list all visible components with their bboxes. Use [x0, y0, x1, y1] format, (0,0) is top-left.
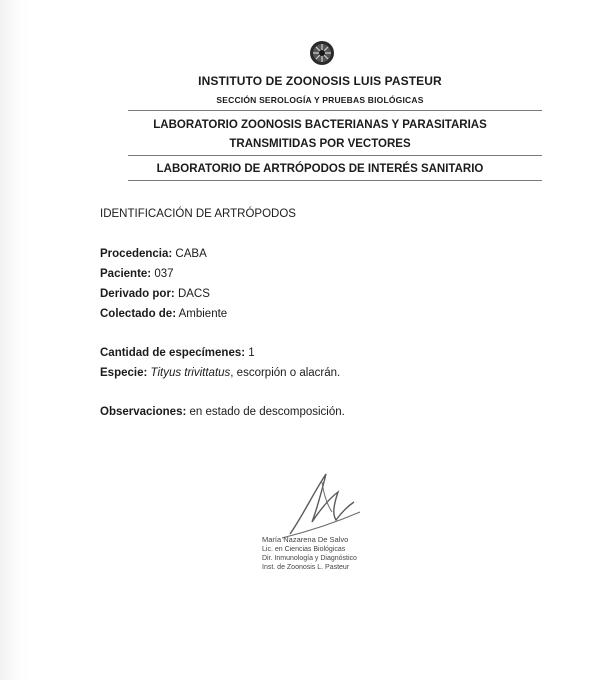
signer-title: Lic. en Ciencias Biológicas: [262, 546, 346, 553]
field-value: 1: [245, 347, 255, 359]
field-label: Derivado por:: [100, 288, 175, 300]
field-label: Cantidad de especímenes:: [100, 347, 246, 359]
field-paciente: [100, 268, 174, 280]
field-value: , escorpión o alacrán.: [230, 367, 341, 379]
field-value: CABA: [172, 248, 207, 260]
signer-name: María Nazarena De Salvo: [262, 535, 349, 544]
lab-name-line1: LABORATORIO ZOONOSIS BACTERIANAS Y PARASITARIAS: [153, 119, 487, 131]
field-derivado: [100, 288, 210, 300]
institute-name: INSTITUTO DE ZOONOSIS LUIS PASTEUR: [198, 74, 442, 88]
field-procedencia: [100, 248, 207, 260]
field-label: Procedencia:: [100, 248, 173, 260]
header-divider: [128, 155, 542, 156]
field-observaciones: [100, 406, 345, 418]
field-cantidad: [100, 347, 255, 359]
signer-institution: Inst. de Zoonosis L. Pasteur: [262, 564, 350, 571]
handwritten-signature: [262, 462, 382, 542]
field-label: Colectado de:: [100, 308, 177, 320]
lab-name: [100, 116, 540, 154]
field-label: Especie:: [100, 367, 148, 379]
field-value: 037: [151, 268, 174, 280]
institute-logo-icon: [309, 40, 335, 66]
section-name: SECCIÓN SEROLOGÍA Y PRUEBAS BIOLÓGICAS: [216, 95, 424, 105]
field-label: Paciente:: [100, 268, 152, 280]
field-value: DACS: [174, 288, 210, 300]
signer-department: Dir. Inmunología y Diagnóstico: [262, 555, 357, 562]
species-name: Tityus trivittatus: [150, 367, 231, 379]
document-title: IDENTIFICACIÓN DE ARTRÓPODOS: [100, 208, 296, 220]
field-value: Ambiente: [176, 308, 228, 320]
header-divider: [128, 180, 542, 181]
field-label: Observaciones:: [100, 406, 187, 418]
header-divider: [128, 110, 542, 111]
field-value: en estado de descomposición.: [186, 406, 345, 418]
lab-name-secondary: LABORATORIO DE ARTRÓPODOS DE INTERÉS SANITARIO: [156, 163, 484, 175]
field-colectado: [100, 308, 227, 320]
lab-name-line2: TRANSMITIDAS POR VECTORES: [229, 138, 411, 150]
field-especie: [100, 367, 340, 379]
